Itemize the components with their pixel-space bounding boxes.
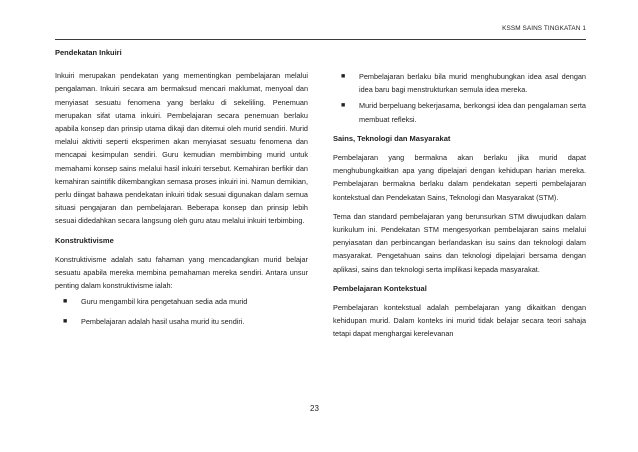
heading-inkuiri: Pendekatan Inkuiri — [55, 48, 122, 57]
running-header: KSSM SAINS TINGKATAN 1 — [55, 25, 586, 40]
page-number: 23 — [310, 404, 319, 413]
bullet-icon: ■ — [341, 73, 346, 80]
paragraph-konstruktivisme: Konstruktivisme adalah satu fahaman yang mencadangkan murid belajar sesuatu apabila mereka membina pemahaman mereka sendiri. Antara unsur penting dalam konstruktivisme ialah: — [55, 254, 308, 291]
continued-bullet-list — [333, 70, 586, 126]
left-column — [55, 46, 308, 328]
paragraph-stm-1: Pembelajaran yang bermakna akan berlaku jika murid dapat menghubungkaitkan apa yang dipelajari dengan kehidupan harian mereka. Pembelajaran bermakna berlaku dalam pendekatan seperti pembelajaran kontekstual dan Pendekatan Sains, Teknologi dan Masyarakat (STM). — [333, 153, 586, 202]
konstruktivisme-bullet-list — [55, 295, 308, 327]
paragraph-inkuiri: Inkuiri merupakan pendekatan yang mementingkan pembelajaran melalui pengalaman. Inkuiri secara am bermaksud mencari maklumat, menyoal dan menyiasat sesuatu fenomena yang berlaku di sekeliling. Penemuan merupakan sifat utama inkuiri. Pembelajaran secara penemuan berlaku apabila konsep dan prinsip utama dikaji dan ditemui oleh murid sendiri. Murid melalui aktiviti seperti eksperimen akan menyiasat sesuatu fenomena dan mencapai kesimpulan sendiri. Guru kemudian membimbing murid untuk memahami konsep sains melalui hasil inkuiri tersebut. Kemahiran berfikir dan kemahiran saintifik dikembangkan semasa proses inkuiri ini. Namun demikian, perlu diingat bahawa pendekatan inkuiri tidak sesuai digunakan dalam semua situasi pengajaran dan pembelajaran. Beberapa konsep dan prinsip lebih sesuai didedahkan secara langsung oleh guru atau melalui inkuiri terbimbing. — [55, 71, 308, 226]
heading-kontekstual: Pembelajaran Kontekstual — [333, 283, 427, 293]
paragraph-stm-2: Tema dan standard pembelajaran yang berunsurkan STM diwujudkan dalam kurikulum ini. Pendekatan STM mengesyorkan pembelajaran sains melalui penyiasatan dan perbincangan berlandaskan isu sains dan teknologi dalam masyarakat. Pengetahuan sains dan teknologi dipelajari bersama dengan aplikasi, sains dan teknologi serta implikasi kepada masyarakat. — [333, 211, 586, 274]
bullet-icon: ■ — [63, 298, 68, 306]
paragraph-kontekstual: Pembelajaran kontekstual adalah pembelajaran yang dikaitkan dengan kehidupan murid. Dalam konteks ini murid tidak belajar secara teori sahaja tetapi dapat menghargai kerelevanan — [333, 303, 586, 339]
heading-konstruktivisme: Konstruktivisme — [55, 235, 114, 245]
list-item: ■ Pembelajaran adalah hasil usaha murid itu sendiri. — [55, 315, 308, 328]
bullet-icon: ■ — [341, 102, 346, 110]
heading-stm: Sains, Teknologi dan Masyarakat — [333, 133, 451, 143]
bullet-icon: ■ — [63, 317, 68, 325]
list-item: ■ Pembelajaran berlaku bila murid menghubungkan idea asal dengan idea baru bagi menstrukturkan semula idea mereka. — [341, 72, 586, 95]
list-item: ■ Guru mengambil kira pengetahuan sedia ada murid — [55, 295, 308, 308]
right-column — [333, 70, 586, 341]
list-item: ■ Murid berpeluang bekerjasama, berkongsi idea dan pengalaman serta membuat refleksi. — [341, 101, 586, 124]
